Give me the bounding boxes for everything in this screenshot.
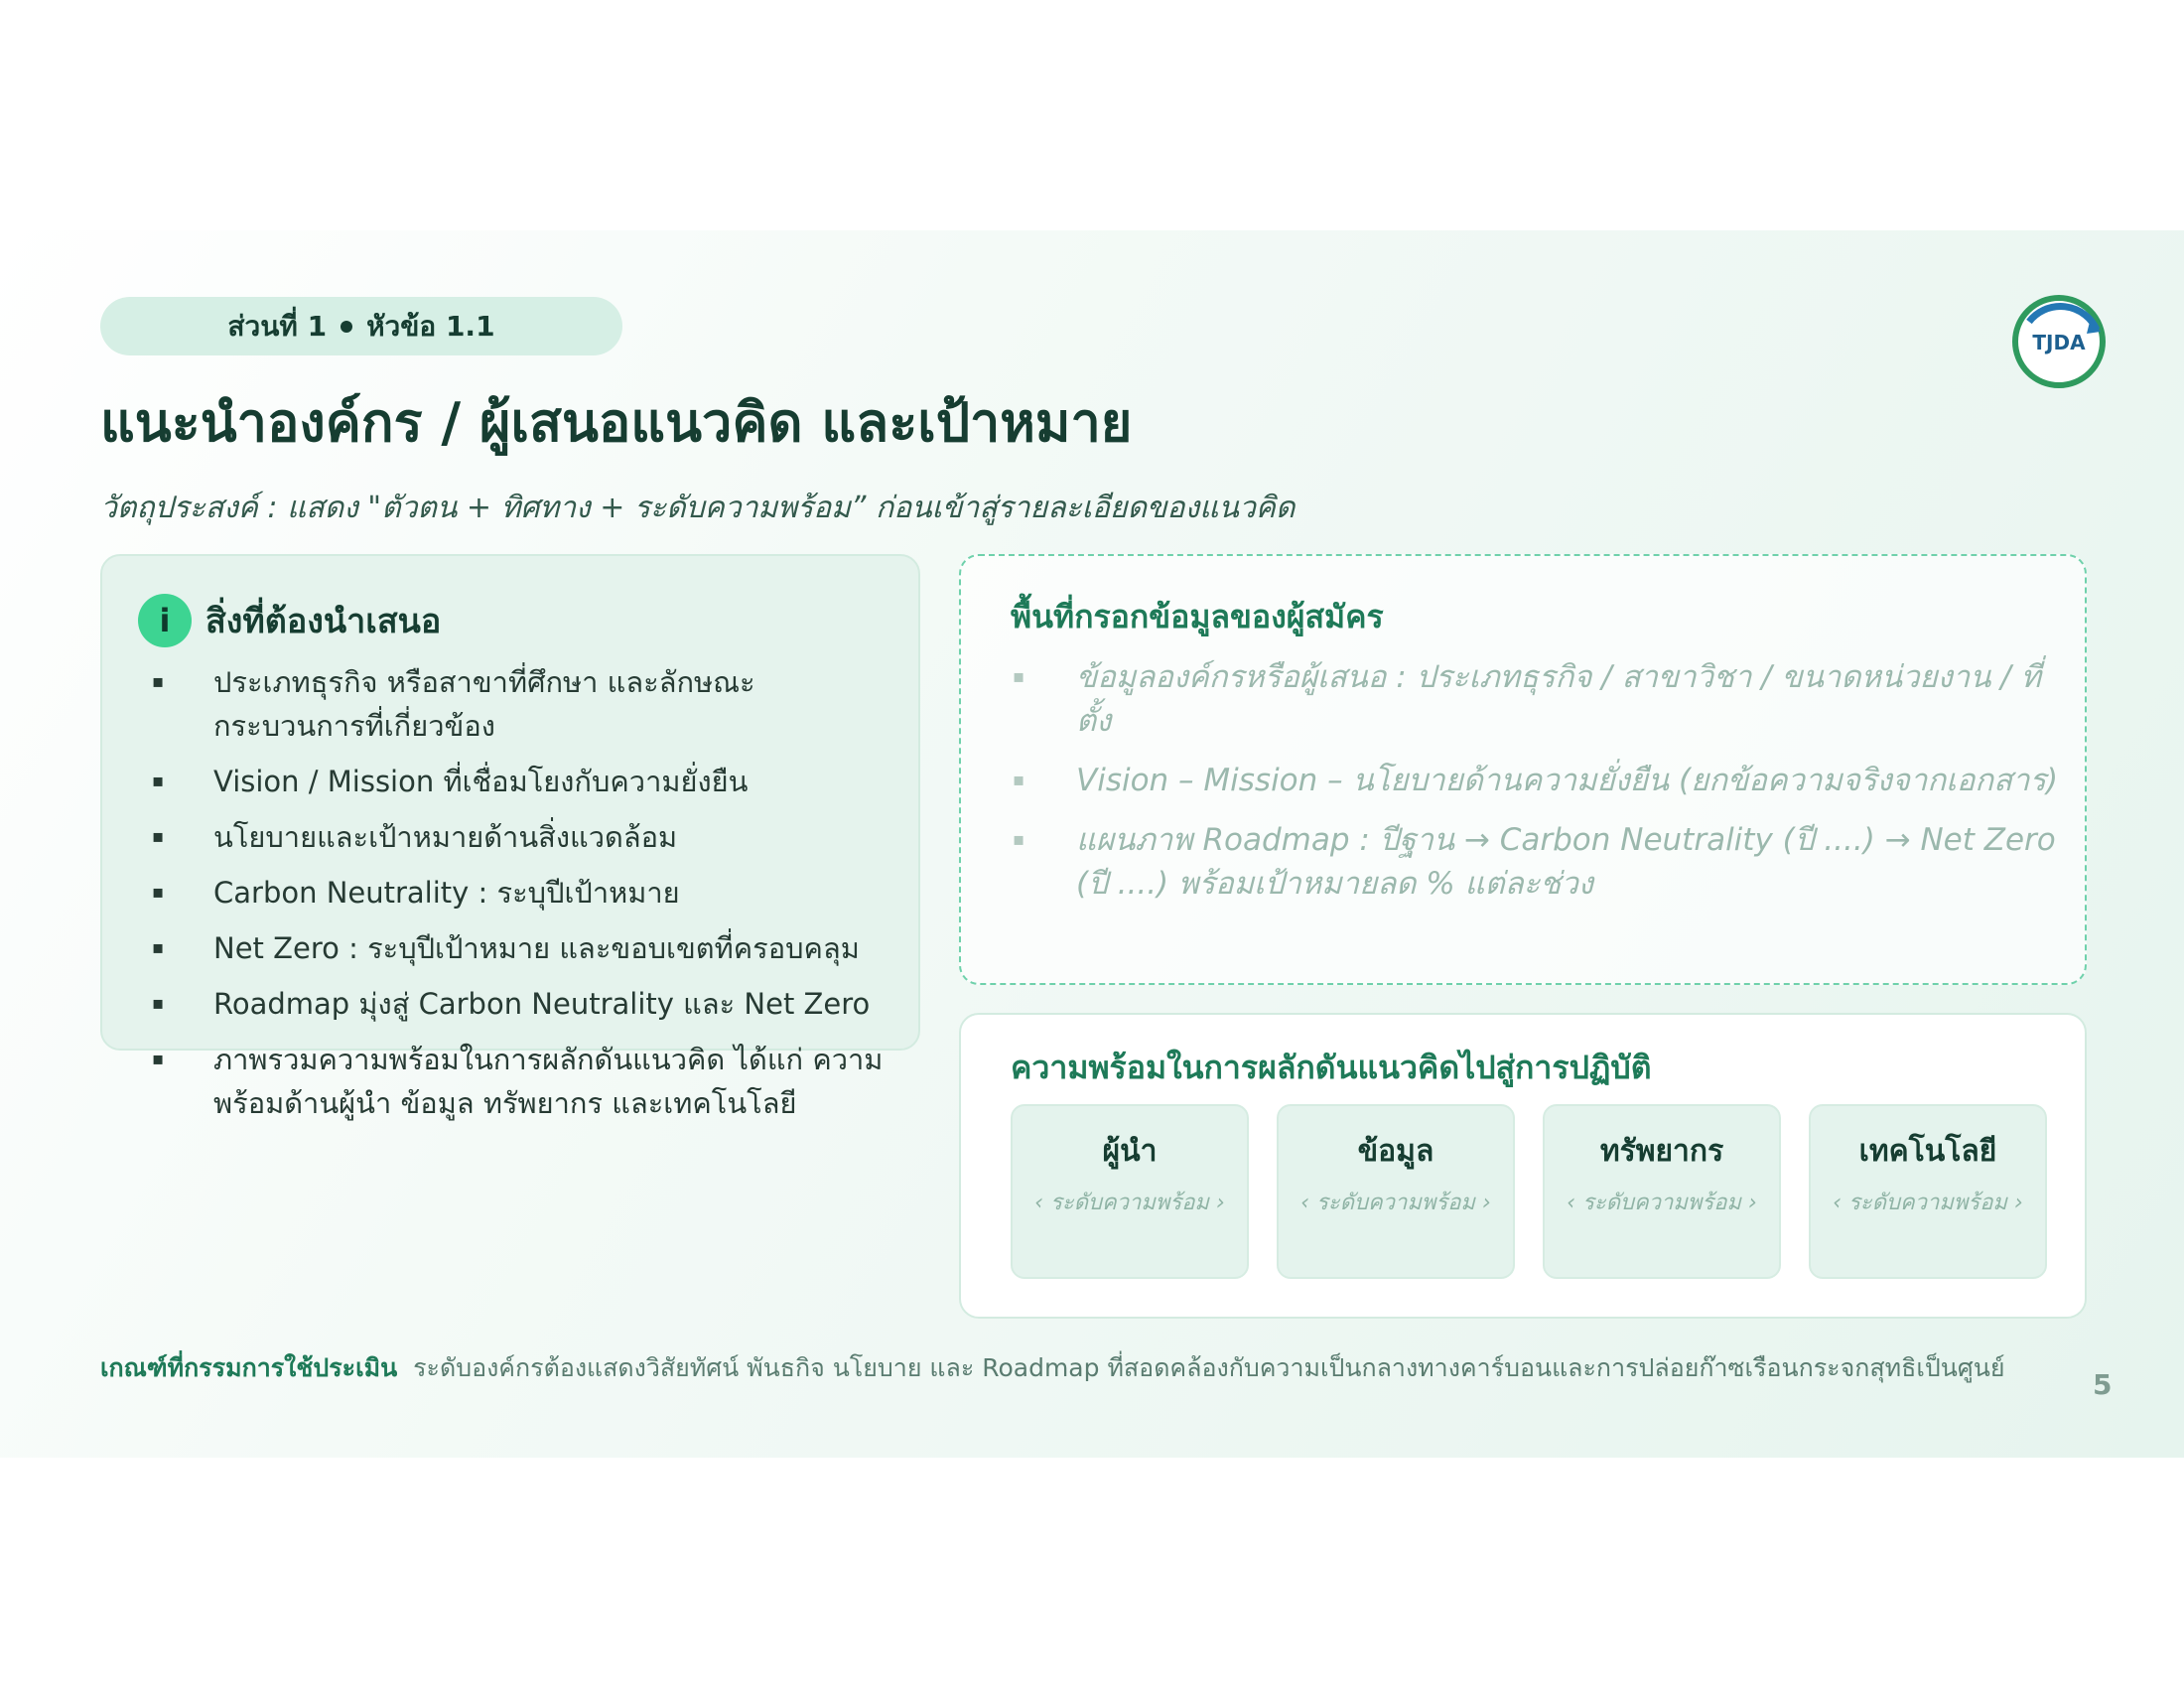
list-item: ▪ นโยบายและเป้าหมายด้านสิ่งแวดล้อม (150, 815, 904, 859)
readiness-box-title: ทรัพยากร (1599, 1134, 1724, 1169)
list-item: ▪ Vision / Mission ที่เชื่อมโยงกับความยั่งยืน (150, 760, 904, 803)
slide (0, 230, 2184, 1458)
readiness-level-placeholder: ‹ ระดับความพร้อม › (1300, 1191, 1491, 1215)
readiness-box-title: เทคโนโลยี (1858, 1134, 1997, 1169)
placeholder-item[interactable]: ▪ Vision – Mission – นโยบายด้านความยั่งยืน (ยกข้อความจริงจากเอกสาร) (1011, 759, 2063, 802)
section-pill (100, 297, 622, 355)
list-item: ▪ ภาพรวมความพร้อมในการผลักดันแนวคิด ได้แก่ ความพร้อมด้านผู้นำ ข้อมูล ทรัพยากร และเทคโนโลยี (150, 1038, 904, 1125)
list-item: ▪ Roadmap มุ่งสู่ Carbon Neutrality และ Net Zero (150, 982, 904, 1026)
list-item: ▪ Carbon Neutrality : ระบุปีเป้าหมาย (150, 871, 904, 914)
readiness-card (959, 1013, 2087, 1319)
list-item: ▪ Net Zero : ระบุปีเป้าหมาย และขอบเขตที่ครอบคลุม (150, 926, 904, 970)
list-item: ▪ ประเภทธุรกิจ หรือสาขาที่ศึกษา และลักษณะกระบวนการที่เกี่ยวข้อง (150, 660, 904, 748)
placeholder-item[interactable]: ▪ แผนภาพ Roadmap : ปีฐาน → Carbon Neutrality (ปี ....) → Net Zero (ปี ....) พร้อมเป้าหมายลด % แต่ละช่วง (1011, 818, 2063, 906)
card-header (138, 594, 441, 647)
criteria-label: เกณฑ์ที่กรรมการใช้ประเมิน (100, 1353, 398, 1382)
readiness-box-title: ข้อมูล (1357, 1134, 1434, 1169)
bullet-dot-icon (341, 321, 352, 333)
criteria-text: ระดับองค์กรต้องแสดงวิสัยทัศน์ พันธกิจ นโยบาย และ Roadmap ที่สอดคล้องกับความเป็นกลางทางคาร์บอนและการปล่อยก๊าซเรือนกระจกสุทธิเป็นศูนย์ (413, 1353, 2005, 1382)
readiness-level-placeholder: ‹ ระดับความพร้อม › (1567, 1191, 1757, 1215)
readiness-box-leader[interactable] (1011, 1104, 1249, 1279)
page-subtitle: วัตถุประสงค์ : แสดง "ตัวตน + ทิศทาง + ระดับความพร้อม” ก่อนเข้าสู่รายละเอียดของแนวคิด (100, 491, 1296, 525)
readiness-box-data[interactable] (1277, 1104, 1515, 1279)
info-icon: i (138, 594, 192, 647)
readiness-heading: ความพร้อมในการผลักดันแนวคิดไปสู่การปฏิบัติ (1011, 1049, 1652, 1086)
applicant-input-area[interactable] (959, 554, 2087, 985)
requirements-list (150, 660, 904, 1137)
presentation-requirements-card (100, 554, 920, 1120)
readiness-box-technology[interactable] (1809, 1104, 2047, 1279)
logo-text: TJDA (2032, 331, 2086, 354)
tjda-logo (2009, 292, 2109, 391)
input-placeholder-list (1011, 655, 2063, 921)
readiness-level-placeholder: ‹ ระดับความพร้อม › (1833, 1191, 2023, 1215)
readiness-box-resources[interactable] (1543, 1104, 1781, 1279)
section-label: ส่วนที่ 1 (227, 309, 328, 343)
readiness-boxes (1011, 1104, 2047, 1279)
evaluation-criteria-note (100, 1352, 2006, 1384)
placeholder-item[interactable]: ▪ ข้อมูลองค์กรหรือผู้เสนอ : ประเภทธุรกิจ / สาขาวิชา / ขนาดหน่วยงาน / ที่ตั้ง (1011, 655, 2063, 743)
page-number: 5 (2093, 1368, 2113, 1401)
page-title: แนะนำองค์กร / ผู้เสนอแนวคิด และเป้าหมาย (100, 391, 1133, 454)
readiness-box-title: ผู้นำ (1102, 1134, 1158, 1169)
card-heading: สิ่งที่ต้องนำเสนอ (205, 602, 442, 641)
input-area-heading: พื้นที่กรอกข้อมูลของผู้สมัคร (1011, 598, 1384, 635)
topic-label: หัวข้อ 1.1 (366, 309, 495, 343)
readiness-level-placeholder: ‹ ระดับความพร้อม › (1034, 1191, 1225, 1215)
